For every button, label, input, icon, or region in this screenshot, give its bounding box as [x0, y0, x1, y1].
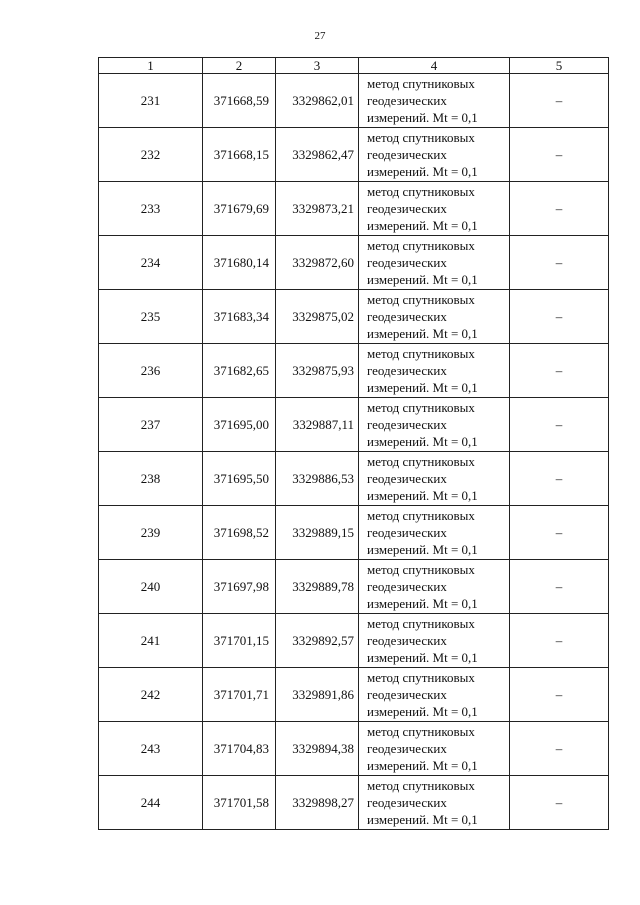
note-cell: – — [510, 182, 609, 236]
method-cell: метод спутниковых геодезических измерений. Mt = 0,1 — [359, 506, 510, 560]
method-cell: метод спутниковых геодезических измерений. Mt = 0,1 — [359, 236, 510, 290]
x-coordinate-cell: 371701,71 — [203, 668, 276, 722]
y-coordinate-cell: 3329862,01 — [276, 74, 359, 128]
table-header-row — [99, 58, 609, 74]
note-cell: – — [510, 344, 609, 398]
x-coordinate-cell: 371697,98 — [203, 560, 276, 614]
note-cell: – — [510, 452, 609, 506]
point-number-cell: 237 — [99, 398, 203, 452]
table-row — [99, 722, 609, 776]
note-cell: – — [510, 128, 609, 182]
point-number-cell: 232 — [99, 128, 203, 182]
y-coordinate-cell: 3329872,60 — [276, 236, 359, 290]
y-coordinate-cell: 3329862,47 — [276, 128, 359, 182]
table-row — [99, 74, 609, 128]
note-cell: – — [510, 290, 609, 344]
y-coordinate-cell: 3329894,38 — [276, 722, 359, 776]
y-coordinate-cell: 3329889,15 — [276, 506, 359, 560]
point-number-cell: 241 — [99, 614, 203, 668]
table-row — [99, 344, 609, 398]
point-number-cell: 244 — [99, 776, 203, 830]
method-cell: метод спутниковых геодезических измерений. Mt = 0,1 — [359, 290, 510, 344]
method-cell: метод спутниковых геодезических измерений. Mt = 0,1 — [359, 776, 510, 830]
y-coordinate-cell: 3329886,53 — [276, 452, 359, 506]
point-number-cell: 236 — [99, 344, 203, 398]
x-coordinate-cell: 371680,14 — [203, 236, 276, 290]
table-row — [99, 398, 609, 452]
table-row — [99, 776, 609, 830]
method-cell: метод спутниковых геодезических измерений. Mt = 0,1 — [359, 722, 510, 776]
header-col-2: 2 — [203, 58, 276, 74]
y-coordinate-cell: 3329887,11 — [276, 398, 359, 452]
point-number-cell: 242 — [99, 668, 203, 722]
y-coordinate-cell: 3329873,21 — [276, 182, 359, 236]
x-coordinate-cell: 371701,58 — [203, 776, 276, 830]
method-cell: метод спутниковых геодезических измерений. Mt = 0,1 — [359, 560, 510, 614]
method-cell: метод спутниковых геодезических измерений. Mt = 0,1 — [359, 398, 510, 452]
x-coordinate-cell: 371683,34 — [203, 290, 276, 344]
point-number-cell: 235 — [99, 290, 203, 344]
table-row — [99, 614, 609, 668]
table-body — [99, 74, 609, 830]
method-cell: метод спутниковых геодезических измерений. Mt = 0,1 — [359, 182, 510, 236]
table-row — [99, 452, 609, 506]
table-row — [99, 560, 609, 614]
x-coordinate-cell: 371695,50 — [203, 452, 276, 506]
note-cell: – — [510, 398, 609, 452]
table-row — [99, 236, 609, 290]
point-number-cell: 233 — [99, 182, 203, 236]
note-cell: – — [510, 506, 609, 560]
note-cell: – — [510, 776, 609, 830]
note-cell: – — [510, 560, 609, 614]
header-col-1: 1 — [99, 58, 203, 74]
x-coordinate-cell: 371701,15 — [203, 614, 276, 668]
page-number: 27 — [314, 30, 326, 42]
table-row — [99, 506, 609, 560]
method-cell: метод спутниковых геодезических измерений. Mt = 0,1 — [359, 344, 510, 398]
header-col-3: 3 — [276, 58, 359, 74]
table-row — [99, 668, 609, 722]
point-number-cell: 243 — [99, 722, 203, 776]
method-cell: метод спутниковых геодезических измерений. Mt = 0,1 — [359, 614, 510, 668]
method-cell: метод спутниковых геодезических измерений. Mt = 0,1 — [359, 128, 510, 182]
x-coordinate-cell: 371668,15 — [203, 128, 276, 182]
point-number-cell: 239 — [99, 506, 203, 560]
table-row — [99, 128, 609, 182]
coordinates-table — [98, 57, 609, 830]
y-coordinate-cell: 3329875,02 — [276, 290, 359, 344]
y-coordinate-cell: 3329891,86 — [276, 668, 359, 722]
table-row — [99, 290, 609, 344]
note-cell: – — [510, 722, 609, 776]
y-coordinate-cell: 3329889,78 — [276, 560, 359, 614]
header-col-4: 4 — [359, 58, 510, 74]
point-number-cell: 238 — [99, 452, 203, 506]
table-row — [99, 182, 609, 236]
point-number-cell: 240 — [99, 560, 203, 614]
x-coordinate-cell: 371695,00 — [203, 398, 276, 452]
note-cell: – — [510, 668, 609, 722]
note-cell: – — [510, 236, 609, 290]
y-coordinate-cell: 3329875,93 — [276, 344, 359, 398]
method-cell: метод спутниковых геодезических измерений. Mt = 0,1 — [359, 74, 510, 128]
y-coordinate-cell: 3329898,27 — [276, 776, 359, 830]
y-coordinate-cell: 3329892,57 — [276, 614, 359, 668]
method-cell: метод спутниковых геодезических измерений. Mt = 0,1 — [359, 668, 510, 722]
x-coordinate-cell: 371668,59 — [203, 74, 276, 128]
x-coordinate-cell: 371704,83 — [203, 722, 276, 776]
header-col-5: 5 — [510, 58, 609, 74]
point-number-cell: 231 — [99, 74, 203, 128]
method-cell: метод спутниковых геодезических измерений. Mt = 0,1 — [359, 452, 510, 506]
point-number-cell: 234 — [99, 236, 203, 290]
note-cell: – — [510, 74, 609, 128]
x-coordinate-cell: 371679,69 — [203, 182, 276, 236]
x-coordinate-cell: 371698,52 — [203, 506, 276, 560]
note-cell: – — [510, 614, 609, 668]
x-coordinate-cell: 371682,65 — [203, 344, 276, 398]
